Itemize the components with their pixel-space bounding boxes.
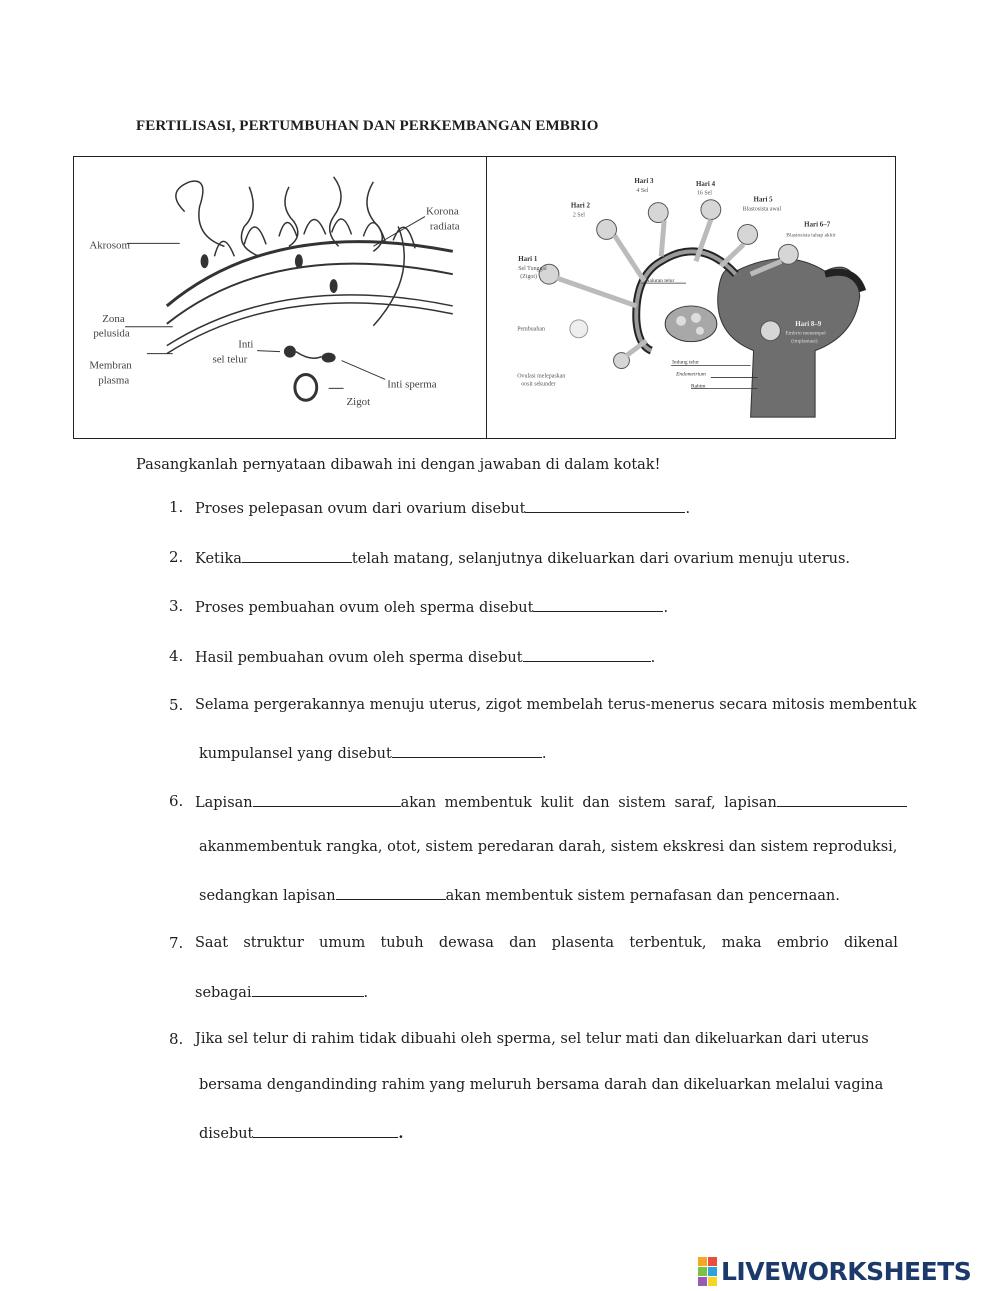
question-7-word: embrio [776,935,829,951]
instruction-text: Pasangkanlah pernyataan dibawah ini dengan jawaban di dalam kotak! [136,457,661,473]
logo-block [698,1267,707,1276]
label-hari1-sub2: (Zigot) [520,274,538,281]
answer-blank[interactable] [392,743,542,758]
question-number: 5. [169,696,184,714]
label-inti: Inti [238,338,254,351]
label-inti-sperma: Inti sperma [387,378,437,391]
answer-blank[interactable] [252,982,364,997]
question-7-word: dikenal [844,935,898,951]
question-8-line-1: Jika sel telur di rahim tidak dibuahi oleh sperma, sel telur mati dan dikeluarkan dari uterus [195,1031,869,1047]
label-hari5: Hari 5 [753,195,773,204]
question-6-line-1: Lapisan akan membentuk kulit dan sistem saraf, lapisan [195,792,907,812]
label-hari2-sub: 2 Sel [572,212,585,219]
question-number: 4. [169,647,184,665]
question-2: Ketika telah matang, selanjutnya dikeluarkan dari ovarium menuju uterus. [195,548,850,568]
question-7-word: dan [509,935,537,951]
label-hari1-sub1: Sel Tunggal [518,266,547,273]
logo-block [708,1267,717,1276]
logo-block [698,1257,707,1266]
question-7-line-2: sebagai . [195,982,368,1002]
question-7-line-1 [195,934,898,952]
logo-text: LIVEWORKSHEETS [721,1256,972,1286]
question-7-word: tubuh [380,935,424,951]
label-sel-telur: sel telur [212,353,248,366]
label-plasma: plasma [98,374,130,387]
question-number: 7. [169,934,184,952]
question-number: 3. [169,597,184,615]
question-7-word: dewasa [438,935,494,951]
label-ovulasi-2: oosit sekunder [521,381,556,388]
worksheet-title: FERTILISASI, PERTUMBUHAN DAN PERKEMBANGAN EMBRIO [136,118,599,134]
question-number: 2. [169,548,184,566]
fertilization-diagram [74,157,487,438]
label-indung-telur: Indung telur [672,359,699,366]
question-6-line-2: akanmembentuk rangka, otot, sistem peredaran darah, sistem ekskresi dan sistem reproduksi, [199,839,898,855]
label-radiata: radiata [429,220,460,233]
label-endometrium: Endometrium [676,371,706,378]
label-hari89-sub1: Embrio menempel [785,330,826,337]
question-7-word: plasenta [551,935,615,951]
label-hari4: Hari 4 [695,179,716,188]
question-7-word: maka [721,935,762,951]
figure-table [73,156,896,439]
label-zigot: Zigot [346,396,371,409]
question-7-word: Saat [195,935,229,951]
question-5-line-1: Selama pergerakannya menuju uterus, zigot membelah terus-menerus secara mitosis membentuk [195,697,917,713]
label-hari89-sub2: (implantasi) [791,338,818,345]
embryo-development-diagram [487,157,895,438]
question-7-word: umum [319,935,366,951]
logo-block [708,1277,717,1286]
label-hari2: Hari 2 [570,201,590,210]
fertilization-illustration [74,157,486,438]
label-ovulasi-1: Ovulasi melepaskan [517,373,566,380]
question-8-line-3: disebut . [199,1125,404,1142]
label-zona: Zona [102,312,125,325]
answer-blank[interactable] [533,597,663,612]
question-7-word: struktur [243,935,304,951]
label-hari5-sub: Blastosista awal [742,206,782,213]
label-hari67-sub: Blastosista tahap akhir [786,232,836,239]
liveworksheets-logo [698,1256,971,1286]
logo-block [698,1277,707,1286]
label-hari89: Hari 8–9 [795,319,822,328]
question-number: 6. [169,792,184,810]
answer-blank[interactable] [523,647,651,662]
answer-blank[interactable] [253,792,401,807]
answer-blank[interactable] [253,1123,398,1138]
question-5-line-2: kumpulansel yang disebut . [199,743,546,763]
logo-icon [698,1257,717,1286]
label-pembuahan: Pembuahan [517,326,545,333]
label-pelusida: pelusida [93,327,130,340]
logo-block [708,1257,717,1266]
answer-blank[interactable] [777,792,907,807]
answer-blank[interactable] [525,498,685,513]
label-akrosom: Akrosom [89,239,130,252]
question-4: Hasil pembuahan ovum oleh sperma disebut . [195,647,655,667]
label-membran: Membran [89,359,132,372]
label-rahim: Rahim [691,383,706,390]
label-hari4-sub: 16 Sel [696,190,712,197]
question-1: Proses pelepasan ovum dari ovarium disebut . [195,498,690,518]
question-3: Proses pembuahan ovum oleh sperma disebut . [195,597,668,617]
label-hari3: Hari 3 [634,176,654,185]
label-hari67: Hari 6–7 [804,220,831,229]
label-hari3-sub: 4 Sel [636,187,649,194]
answer-blank[interactable] [336,885,446,900]
embryo-development-illustration [487,157,895,438]
question-6-line-3: sedangkan lapisan akan membentuk sistem pernafasan dan pencernaan. [199,885,840,905]
label-korona: Korona [425,205,459,218]
label-hari1: Hari 1 [518,255,538,264]
label-saluran-telur: Saluran telur [646,278,675,285]
answer-blank[interactable] [242,548,352,563]
question-number: 1. [169,498,184,516]
question-7-word: terbentuk, [629,935,707,951]
question-number: 8. [169,1030,184,1048]
question-8-line-2: bersama dengandinding rahim yang meluruh bersama darah dan dikeluarkan melalui vagina [199,1077,884,1093]
